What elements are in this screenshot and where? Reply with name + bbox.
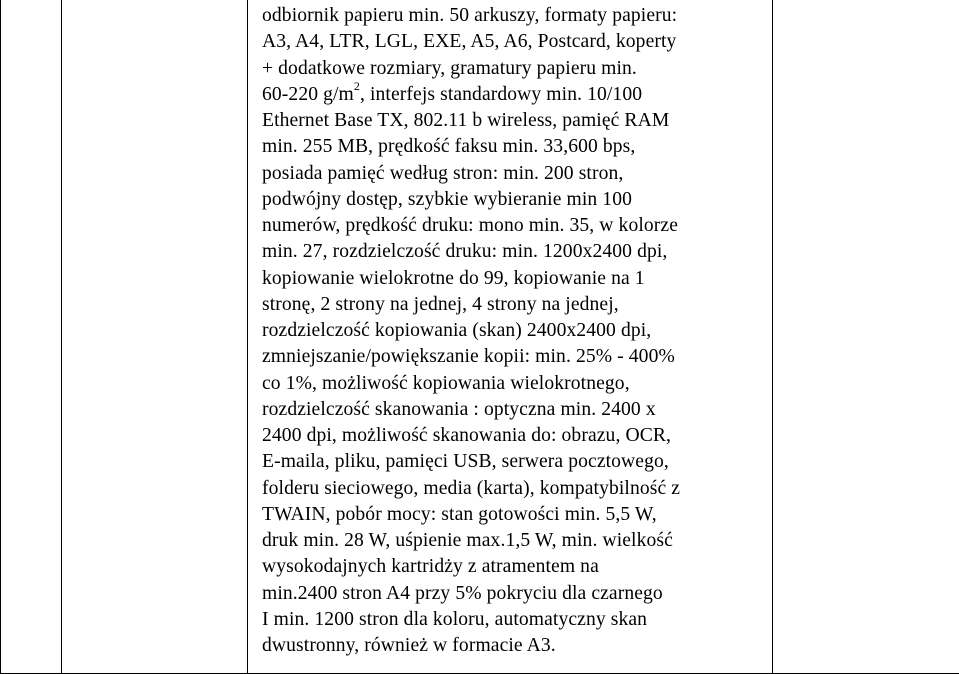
spec-line: druk min. 28 W, uśpienie max.1,5 W, min. wielkość [262, 528, 764, 554]
spec-line: podwójny dostęp, szybkie wybieranie min 100 [262, 187, 764, 213]
spec-line: E-maila, pliku, pamięci USB, serwera pocztowego, [262, 449, 764, 475]
spec-line: rozdzielczość skanowania : optyczna min. 2400 x [262, 397, 764, 423]
spec-line: min.2400 stron A4 przy 5% pokryciu dla czarnego [262, 581, 764, 607]
spec-line-start: 60-220 g/m [262, 84, 354, 105]
index-cell [1, 0, 62, 674]
spec-line: Ethernet Base TX, 802.11 b wireless, pamięć RAM [262, 108, 764, 134]
table-row [1, 0, 959, 674]
spec-line: kopiowanie wielokrotne do 99, kopiowanie na 1 [262, 266, 764, 292]
spec-cell [248, 0, 773, 674]
spec-line: stronę, 2 strony na jednej, 4 strony na jednej, [262, 292, 764, 318]
spec-line: zmniejszanie/powiększanie kopii: min. 25% - 400% [262, 344, 764, 370]
spec-line: TWAIN, pobór mocy: stan gotowości min. 5,5 W, [262, 502, 764, 528]
spec-line: A3, A4, LTR, LGL, EXE, A5, A6, Postcard, koperty [262, 29, 764, 55]
superscript-2: 2 [354, 79, 360, 93]
spec-line: + dodatkowe rozmiary, gramatury papieru min. [262, 56, 764, 82]
spec-line: odbiornik papieru min. 50 arkuszy, formaty papieru: [262, 3, 764, 29]
name-cell [62, 0, 248, 674]
spec-line: numerów, prędkość druku: mono min. 35, w kolorze [262, 213, 764, 239]
spec-line: wysokodajnych kartridży z atramentem na [262, 554, 764, 580]
spec-line: min. 27, rozdzielczość druku: min. 1200x2400 dpi, [262, 239, 764, 265]
spec-line: 2400 dpi, możliwość skanowania do: obrazu, OCR, [262, 423, 764, 449]
spec-line: co 1%, możliwość kopiowania wielokrotnego, [262, 371, 764, 397]
spec-line: dwustronny, również w formacie A3. [262, 633, 764, 659]
spec-line-with-unit [262, 82, 764, 108]
spec-line: posiada pamięć według stron: min. 200 stron, [262, 161, 764, 187]
spec-line-end: , interfejs standardowy min. 10/100 [360, 84, 642, 105]
spec-line: folderu sieciowego, media (karta), kompatybilność z [262, 476, 764, 502]
spec-line: min. 255 MB, prędkość faksu min. 33,600 bps, [262, 134, 764, 160]
spec-line: I min. 1200 stron dla koloru, automatyczny skan [262, 607, 764, 633]
spec-text [248, 0, 772, 659]
spec-line: rozdzielczość kopiowania (skan) 2400x2400 dpi, [262, 318, 764, 344]
value-cell [773, 0, 959, 674]
